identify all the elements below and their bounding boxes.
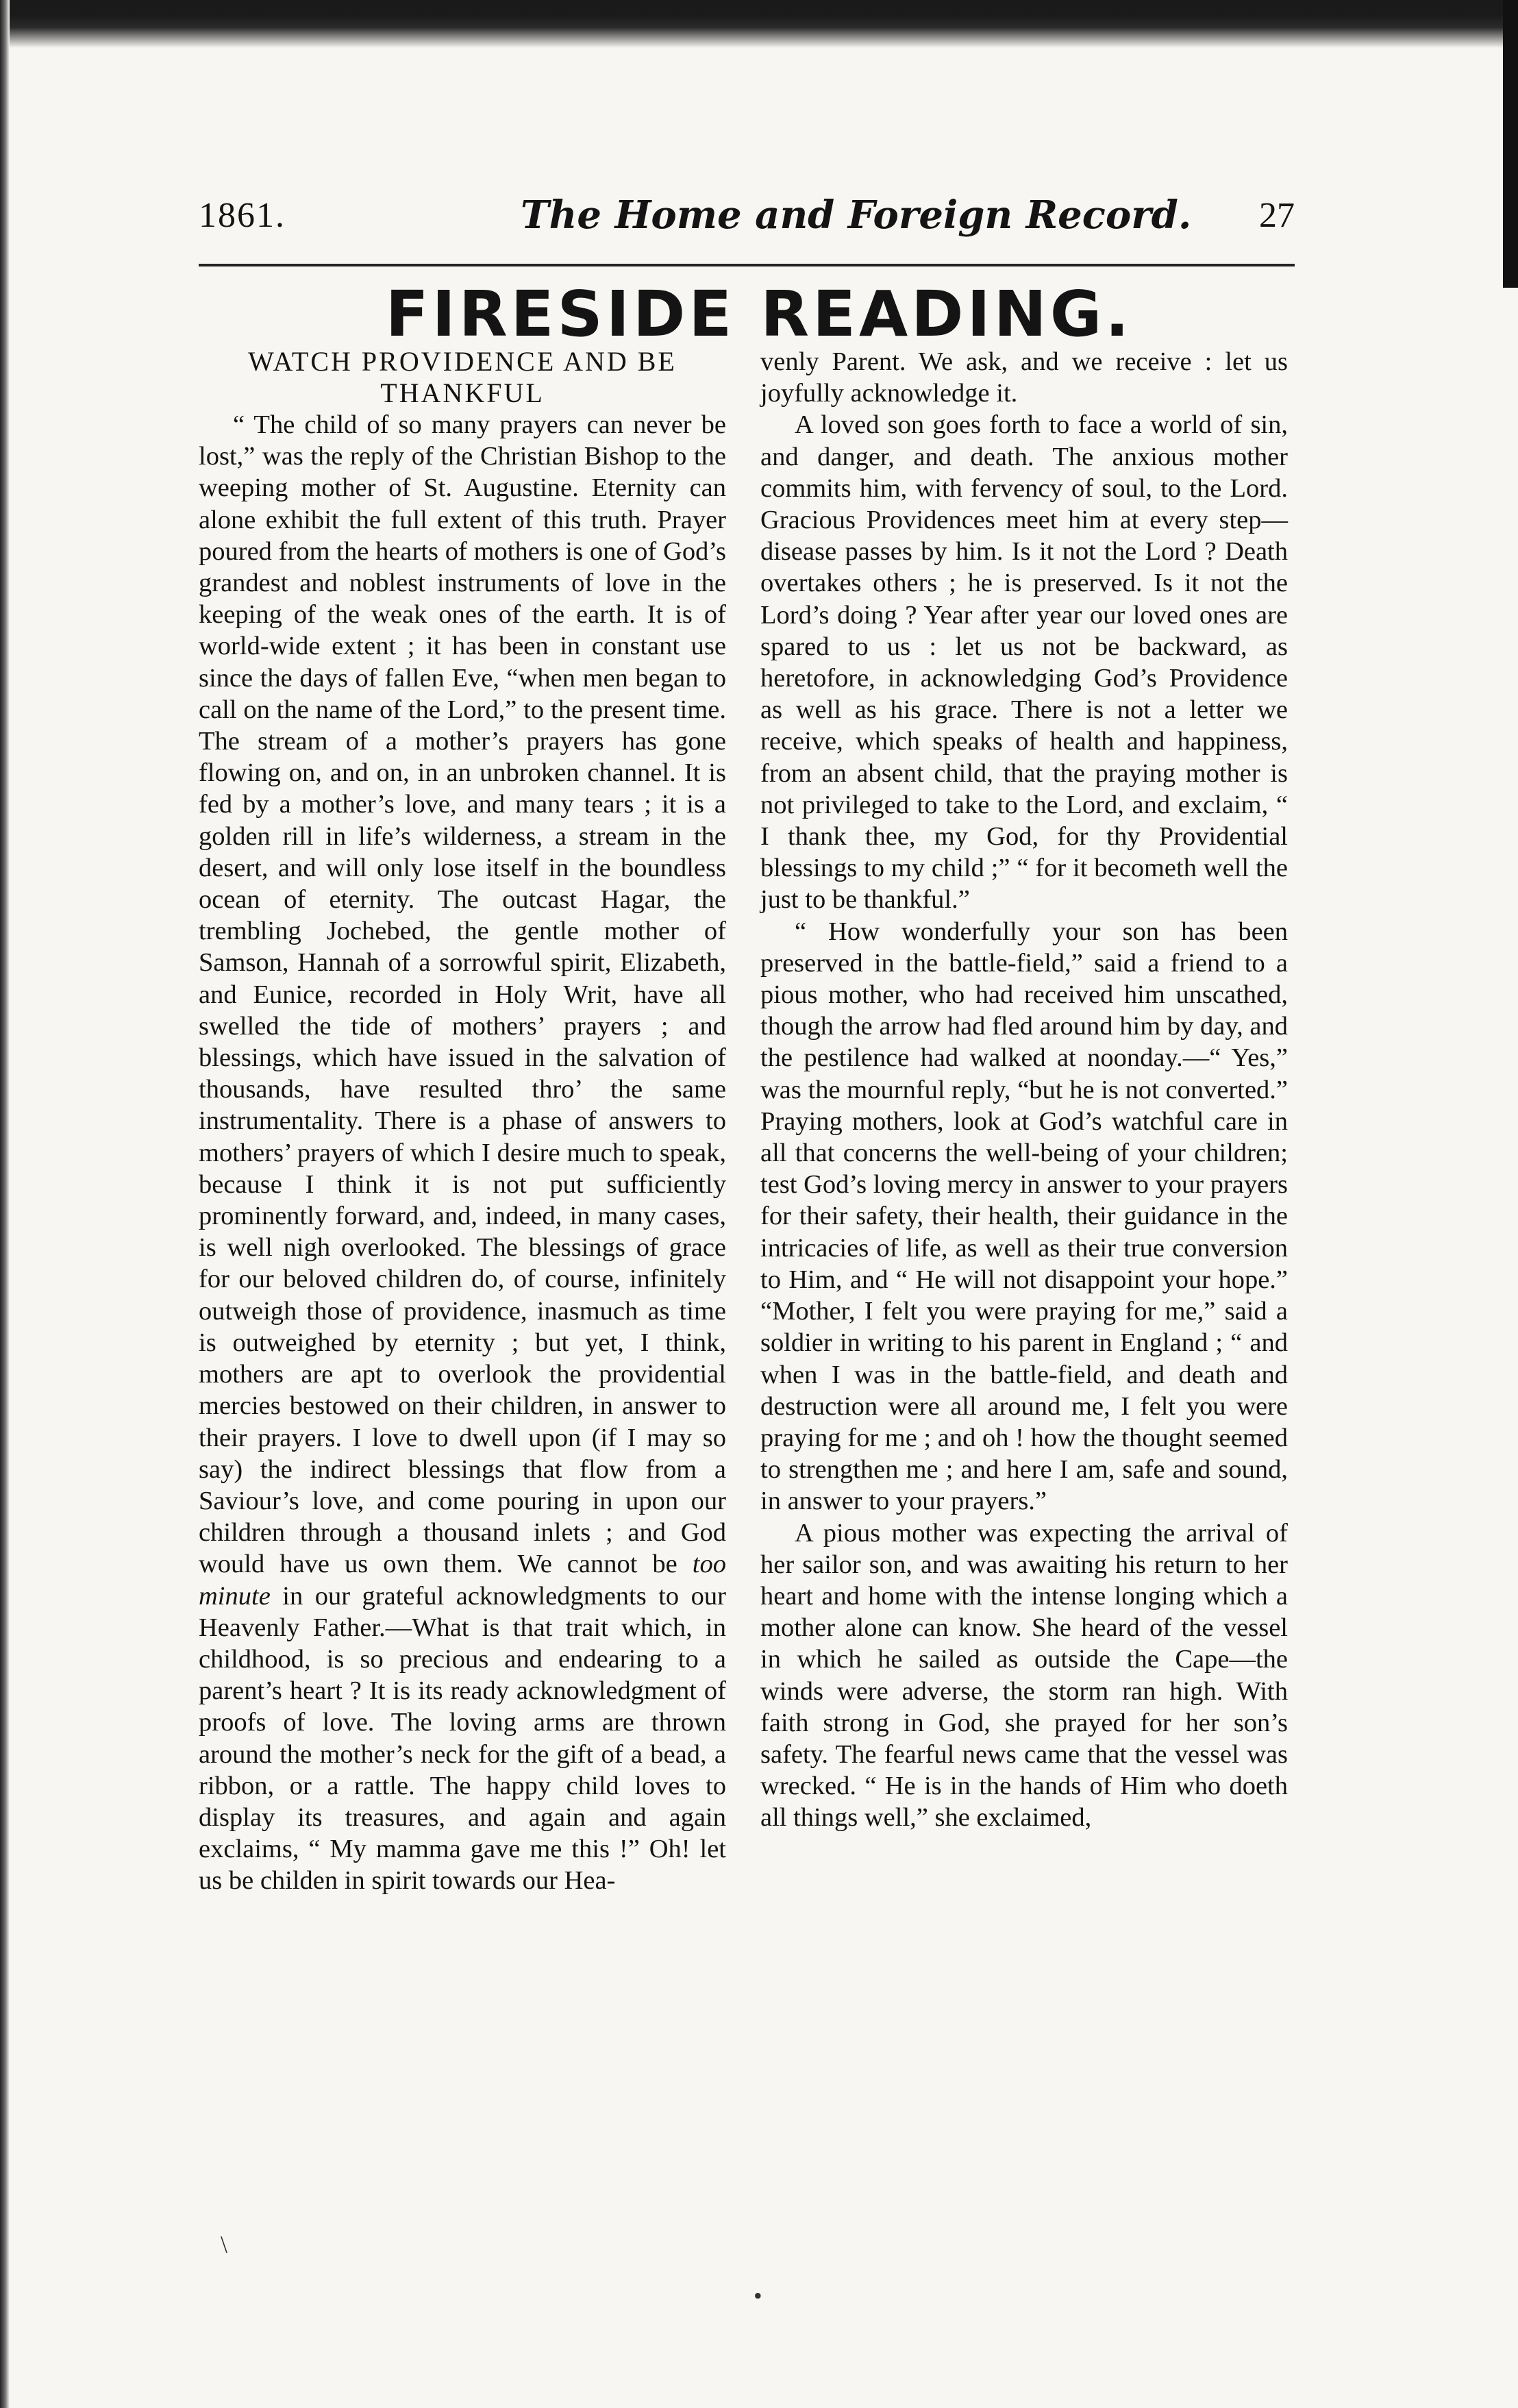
- article-title: WATCH PROVIDENCE AND BE THANKFUL: [248, 346, 677, 408]
- left-column: [199, 346, 726, 1897]
- scan-right-edge: [1503, 0, 1518, 288]
- paragraph-text: “ The child of so many prayers can never be lost,” was the reply of the Christian Bishop to the weeping mother of St. Augustine. Eternity can alone exhibit the full extent of this truth. Prayer poured from the hearts of mothers is one of God’s grandest and noblest instruments of love in the keeping of the weak ones of the earth. It is of world-wide extent ; it has been in constant use since the days of fallen Eve, “when men began to call on the name of the Lord,” to the present time. The stream of a mother’s prayers has gone flowing on, and on, in an unbroken channel. It is fed by a mother’s love, and many tears ; it is a golden rill in life’s wilderness, a stream in the desert, and will only lose itself in the boundless ocean of eternity. The outcast Hagar, the trembling Jochebed, the gentle mother of Samson, Hannah of a sorrowful spirit, Elizabeth, and Eunice, recorded in Holy Writ, have all swelled the tide of mothers’ prayers ; and blessings, which have issued in the salvation of thousands, have resulted thro’ the same instrumentality. There is a phase of answers to mothers’ prayers of which I desire much to speak, because I think it is not put sufficiently prominently forward, and, indeed, in many cases, is well nigh overlooked. The blessings of grace for our beloved children do, of course, infinitely outweigh those of providence, inasmuch as time is outweighed by eternity ; but yet, I think, mothers are apt to overlook the providential mercies bestowed on their children, in answer to their prayers. I love to dwell upon (if I may so say) the indirect blessings that flow from a Saviour’s love, and come pouring in upon our children through a thousand inlets ; and God would have us own them. We cannot be: [199, 410, 726, 1579]
- stray-mark: \: [221, 2231, 228, 2258]
- page-number: 27: [1259, 196, 1295, 235]
- stray-mark: •: [754, 2282, 762, 2309]
- article-paragraph: A loved son goes forth to face a world of sin, and danger, and death. The anxious mother commits him, with fervency of soul, to the Lord. Gracious Providences meet him at every step—disease passes by him. Is it not the Lord ? Death overtakes others ; he is preserved. Is it not the Lord’s doing ? Year after year our loved ones are spared to us : let us not be backward, as heretofore, in acknowledging God’s Providence as well as his grace. There is not a letter we receive, which speaks of health and happiness, from an absent child, that the praying mother is not privileged to take to the Lord, and exclaim, “ I thank thee, my God, for thy Providential blessings to my child ;” “ for it becometh well the just to be thankful.”: [760, 410, 1288, 915]
- article-paragraph-continuation: venly Parent. We ask, and we receive : let us joyfully acknowledge it.: [760, 347, 1288, 408]
- paragraph-text-continued: in our grateful acknowledgments to our Heavenly Father.—What is that trait which, in childhood, is so precious and endearing to a parent’s heart ? It is its ready acknowledgment of proofs of love. The loving arms are thrown around the mother’s neck for the gift of a bead, a ribbon, or a rattle. The happy child loves to display its treasures, and again and again exclaims, “ My mamma gave me this !” Oh! let us be childen in spirit towards our Hea-: [199, 1581, 726, 1896]
- header-year: 1861.: [199, 196, 286, 235]
- header-rule: [199, 264, 1295, 266]
- scan-left-edge: [0, 0, 10, 2408]
- running-header: [199, 195, 1295, 250]
- article-paragraph: “ How wonderfully your son has been preserved in the battle-field,” said a friend to a pious mother, who had received him unscathed, though the arrow had fled around him by day, and the pestilence had walked at noonday.—“ Yes,” was the mournful reply, “but he is not converted.” Praying mothers, look at God’s watchful care in all that concerns the well-being of your children; test God’s loving mercy in answer to your prayers for their safety, their health, their guidance in the intricacies of life, as well as their true conversion to Him, and “ He will not disappoint your hope.” “Mother, I felt you were praying for me,” said a soldier in writing to his parent in England ; “ and when I was in the battle-field, and death and destruction were all around me, I felt you were praying for me ; and oh ! how the thought seemed to strengthen me ; and here I am, safe and sound, in answer to your prayers.”: [760, 917, 1288, 1516]
- scan-top-edge: [0, 0, 1518, 48]
- header-title: The Home and Foreign Record.: [521, 193, 1192, 238]
- right-column: [760, 346, 1288, 1834]
- section-title: FIRESIDE READING.: [385, 277, 1133, 351]
- article-paragraph: [199, 409, 726, 1897]
- italic-phrase: too minute: [199, 1550, 726, 1611]
- article-paragraph: A pious mother was expecting the arrival of her sailor son, and was awaiting his return to her heart and home with the intense longing which a mother alone can know. She heard of the vessel in which he sailed as outside the Cape—the winds were adverse, the storm ran high. With faith strong in God, she prayed for her son’s safety. The fearful news came that the vessel was wrecked. “ He is in the hands of Him who doeth all things well,” she exclaimed,: [760, 1518, 1288, 1833]
